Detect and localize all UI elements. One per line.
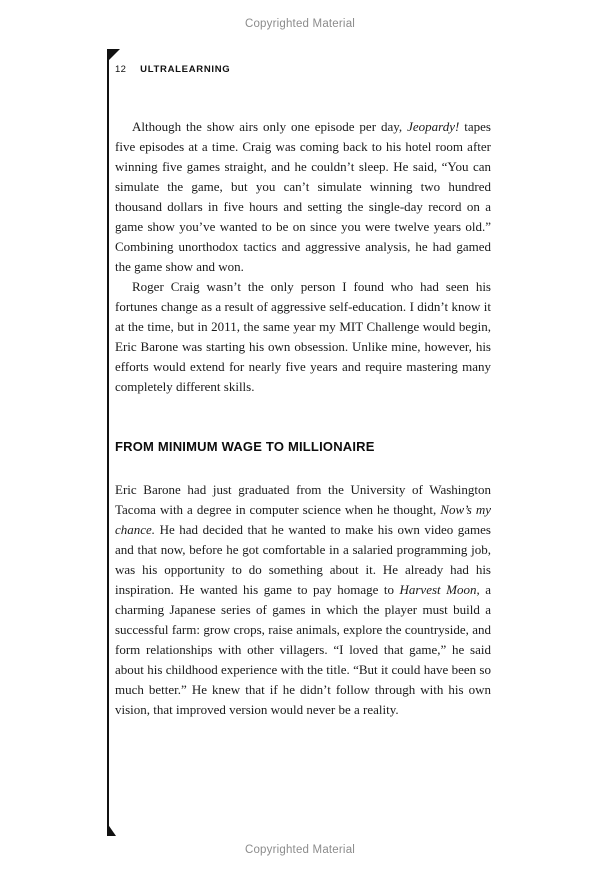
paragraph-roger-craig: Roger Craig wasn’t the only person I found who had seen his fortunes change as a result of aggressive self-education. I didn’t know it at the time, but in 2011, the same year my MIT Challenge would begin, Eric Barone was starting his own obsession. Unlike mine, however, his efforts would extend for nearly five years and require mastering many completely different skills.: [115, 279, 491, 394]
copyright-notice-bottom: Copyrighted Material: [244, 844, 356, 856]
paragraph-eric-barone: Eric Barone had just graduated from the University of Washington Tacoma with a degree in computer science when he thought, Now’s my chance. He had decided that he wanted to make his own video games and that now, before he got comfortable in a salaried programming job, was his opportunity to do something about it. He already had his inspiration. He wanted his game to pay homage to Harvest Moon, a charming Japanese series of games in which the player must build a successful farm: grow crops, raise animals, explore the countryside, and form relationships with other villagers. “I loved that game,” he said about his childhood experience with the title. “But it could have been so much better.” He knew that if he didn’t follow through with his own vision, that improved version would never be a reality.: [115, 482, 491, 717]
copyright-notice-top: Copyrighted Material: [244, 18, 356, 30]
page-corner-artifact-bottom: [107, 823, 116, 836]
page-number: 12: [115, 64, 127, 75]
page-header: [115, 64, 491, 75]
page-content: [115, 64, 491, 720]
running-head: ULTRALEARNING: [140, 64, 231, 75]
page-corner-artifact-top: [107, 49, 120, 62]
paragraph-jeopardy: Although the show airs only one episode per day, Jeopardy! tapes five episodes at a time. Craig was coming back to his hotel room after winning five games straight, and he couldn’t sleep. He said, “You can simulate the game, but you can’t simulate winning two hundred thousand dollars in five hours and setting the single-day record on a game show you’ve wanted to be on since you were twelve years old.” Combining unorthodox tactics and aggressive analysis, he had gamed the game show and won.: [115, 119, 491, 274]
section-heading: FROM MINIMUM WAGE TO MILLIONAIRE: [115, 439, 375, 454]
page-edge-line: [107, 49, 109, 836]
